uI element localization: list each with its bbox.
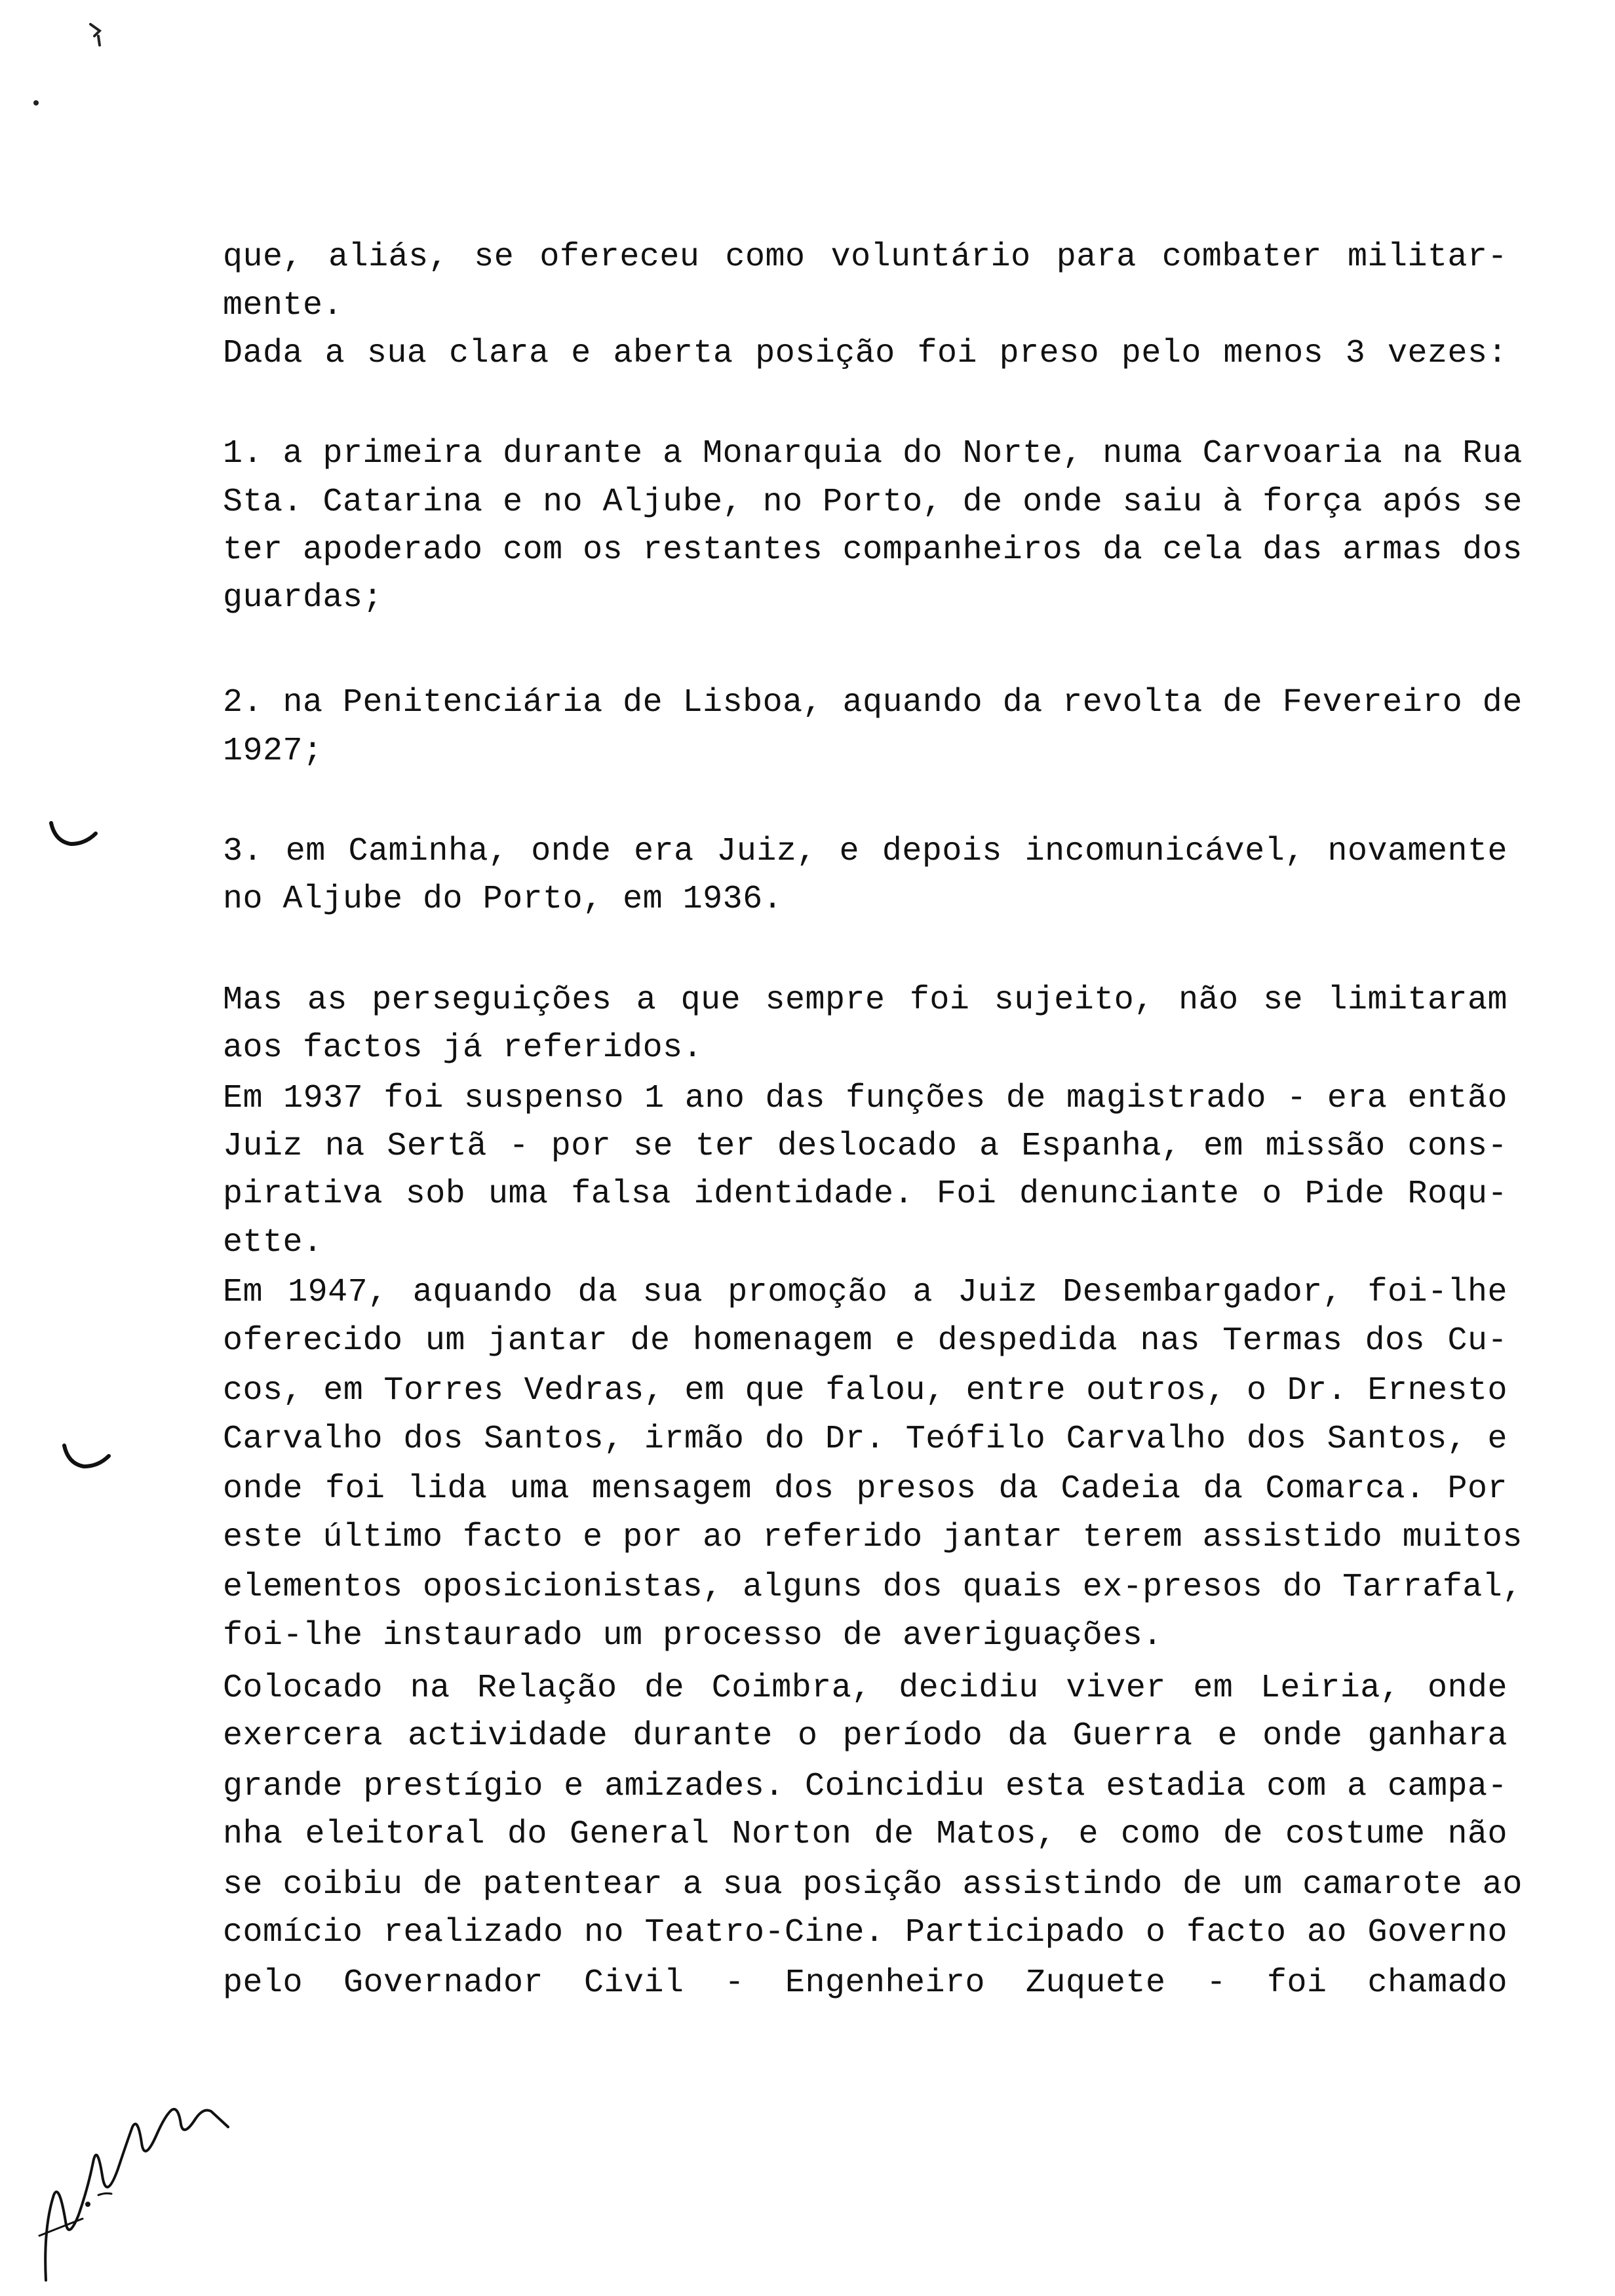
text-line: onde foi lida uma mensagem dos presos da Cadeia da Comarca. Por bbox=[223, 1470, 1508, 1508]
text-line: ette. bbox=[223, 1224, 323, 1261]
text-line: este último facto e por ao referido jantar terem assistido muitos bbox=[223, 1519, 1523, 1556]
text-line: Mas as perseguições a que sempre foi sujeito, não se limitaram bbox=[223, 982, 1508, 1019]
dot-mark-icon bbox=[31, 98, 41, 107]
text-line: comício realizado no Teatro-Cine. Participado o facto ao Governo bbox=[223, 1914, 1508, 1951]
text-line: Carvalho dos Santos, irmão do Dr. Teófilo Carvalho dos Santos, e bbox=[223, 1421, 1508, 1458]
text-line: Colocado na Relação de Coimbra, decidiu viver em Leiria, onde bbox=[223, 1670, 1508, 1707]
text-line: grande prestígio e amizades. Coincidiu esta estadia com a campa- bbox=[223, 1768, 1508, 1805]
text-line: Juiz na Sertã - por se ter deslocado a Espanha, em missão cons- bbox=[223, 1128, 1508, 1165]
margin-tick-icon bbox=[60, 1442, 113, 1474]
text-line: 1927; bbox=[223, 733, 323, 770]
text-line: Em 1937 foi suspenso 1 ano das funções de magistrado - era então bbox=[223, 1080, 1508, 1117]
text-line: no Aljube do Porto, em 1936. bbox=[223, 881, 783, 918]
text-line: ter apoderado com os restantes companheiros da cela das armas dos bbox=[223, 531, 1523, 569]
text-line: que, aliás, se ofereceu como voluntário para combater militar- bbox=[223, 239, 1508, 276]
text-line: pelo Governador Civil - Engenheiro Zuquete - foi chamado bbox=[223, 1964, 1508, 2002]
text-line: elementos oposicionistas, alguns dos quais ex-presos do Tarrafal, bbox=[223, 1569, 1523, 1606]
margin-tick-icon bbox=[47, 819, 100, 852]
text-line: pirativa sob uma falsa identidade. Foi denunciante o Pide Roqu- bbox=[223, 1176, 1508, 1213]
text-line: se coibiu de patentear a sua posição assistindo de um camarote ao bbox=[223, 1866, 1523, 1904]
text-line: 2. na Penitenciária de Lisboa, aquando da revolta de Fevereiro de bbox=[223, 684, 1523, 721]
text-line: exercera actividade durante o período da Guerra e onde ganhara bbox=[223, 1717, 1508, 1755]
text-line: cos, em Torres Vedras, em que falou, entre outros, o Dr. Ernesto bbox=[223, 1372, 1508, 1409]
text-line: mente. bbox=[223, 287, 343, 324]
text-line: 3. em Caminha, onde era Juiz, e depois incomunicável, novamente bbox=[223, 833, 1508, 870]
text-line: Em 1947, aquando da sua promoção a Juiz Desembargador, foi-lhe bbox=[223, 1274, 1508, 1311]
text-line: aos factos já referidos. bbox=[223, 1029, 703, 1067]
signature-icon bbox=[20, 2064, 236, 2293]
text-line: nha eleitoral do General Norton de Matos, e como de costume não bbox=[223, 1816, 1508, 1853]
text-line: guardas; bbox=[223, 579, 383, 617]
text-line: Dada a sua clara e aberta posição foi preso pelo menos 3 vezes: bbox=[223, 335, 1508, 372]
text-line: Sta. Catarina e no Aljube, no Porto, de onde saiu à força após se bbox=[223, 484, 1523, 521]
stray-mark-icon bbox=[85, 16, 111, 49]
text-line: 1. a primeira durante a Monarquia do Norte, numa Carvoaria na Rua bbox=[223, 435, 1523, 472]
text-line: oferecido um jantar de homenagem e despedida nas Termas dos Cu- bbox=[223, 1322, 1508, 1360]
text-line: foi-lhe instaurado um processo de averiguações. bbox=[223, 1617, 1163, 1655]
